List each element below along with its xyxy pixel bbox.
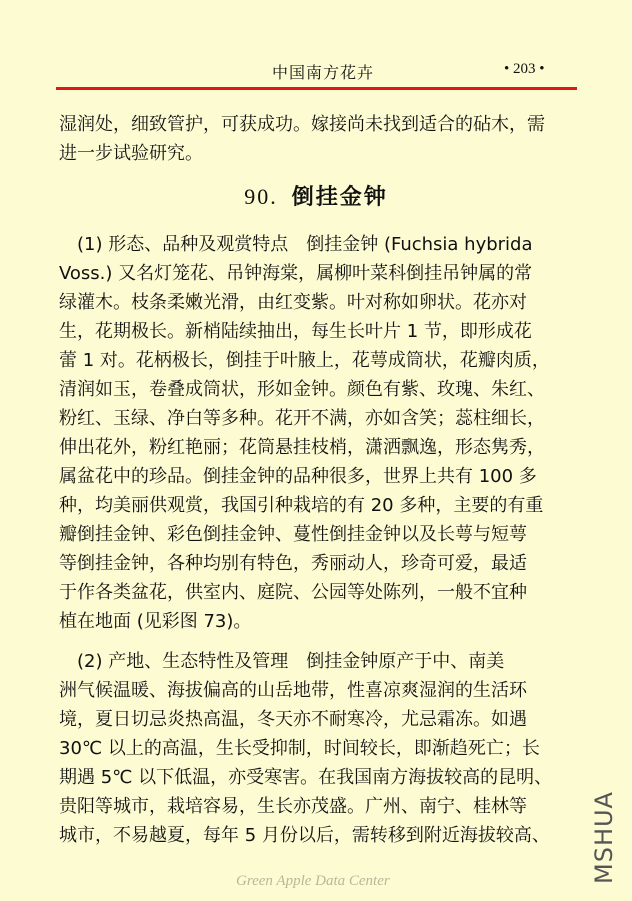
intro-paragraph — [59, 110, 577, 168]
text-line: 洲气候温暖、海拔偏高的山岳地带，性喜凉爽湿润的生活环 — [59, 680, 527, 701]
text-line: 生，花期极长。新梢陆续抽出，每生长叶片 1 节，即形成花 — [59, 321, 532, 342]
section-heading — [0, 180, 632, 211]
text-line: 植在地面 (见彩图 73)。 — [59, 611, 252, 632]
section-number: 90. — [244, 184, 278, 209]
text-line: 种，均美丽供观赏，我国引种栽培的有 20 多种，主要的有重 — [59, 495, 544, 516]
text-line: 期遇 5℃ 以下低温，亦受寒害。在我国南方海拔较高的昆明、 — [59, 767, 553, 788]
text-line: 城市，不易越夏，每年 5 月份以后，需转移到附近海拔较高、 — [59, 825, 550, 846]
text-line: 伸出花外，粉红艳丽；花筒悬挂枝梢，潇洒飘逸，形态隽秀， — [59, 437, 545, 458]
text-line: 于作各类盆花，供室内、庭院、公园等处陈列，一般不宜种 — [59, 582, 527, 603]
text-line: 属盆花中的珍品。倒挂金钟的品种很多，世界上共有 100 多 — [59, 466, 537, 487]
side-watermark — [590, 784, 630, 889]
paragraph-morphology — [59, 230, 577, 636]
text-line: 蕾 1 对。花柄极长，倒挂于叶腋上，花萼成筒状，花瓣肉质， — [59, 350, 550, 371]
paragraph-origin — [59, 647, 577, 850]
section-title: 倒挂金钟 — [291, 185, 388, 210]
text-line: 瓣倒挂金钟、彩色倒挂金钟、蔓性倒挂金钟以及长萼与短萼 — [59, 524, 527, 545]
page-header — [0, 60, 632, 90]
header-rule — [56, 87, 577, 90]
text-line: 贵阳等城市，栽培容易，生长亦茂盛。广州、南宁、桂林等 — [59, 796, 527, 817]
text-line: 进一步试验研究。 — [59, 143, 203, 164]
text-line: 粉红、玉绿、净白等多种。花开不满，亦如含笑；蕊柱细长， — [59, 408, 545, 429]
text-line: Voss.) 又名灯笼花、吊钟海棠，属柳叶菜科倒挂吊钟属的常 — [59, 263, 533, 284]
text-line: (2) 产地、生态特性及管理 倒挂金钟原产于中、南美 — [59, 651, 505, 672]
bottom-watermark: Green Apple Data Center — [236, 873, 390, 889]
text-line: 绿灌木。枝条柔嫩光滑，由红变紫。叶对称如卵状。花亦对 — [59, 292, 527, 313]
side-watermark-text: MSHUA — [590, 791, 618, 884]
running-title: 中国南方花卉 — [272, 63, 375, 82]
page-number: • 203 • — [504, 61, 545, 77]
text-line: 30℃ 以上的高温，生长受抑制，时间较长，即渐趋死亡；长 — [59, 738, 540, 759]
text-line: 湿润处，细致管护，可获成功。嫁接尚未找到适合的砧木，需 — [59, 114, 545, 135]
text-line: 境，夏日切忌炎热高温，冬天亦不耐寒冷，尤忌霜冻。如遇 — [59, 709, 527, 730]
text-line: 清润如玉，卷叠成筒状，形如金钟。颜色有紫、玫瑰、朱红、 — [59, 379, 545, 400]
text-line: (1) 形态、品种及观赏特点 倒挂金钟 (Fuchsia hybrida — [59, 234, 533, 255]
text-line: 等倒挂金钟，各种均别有特色，秀丽动人，珍奇可爱，最适 — [59, 553, 527, 574]
